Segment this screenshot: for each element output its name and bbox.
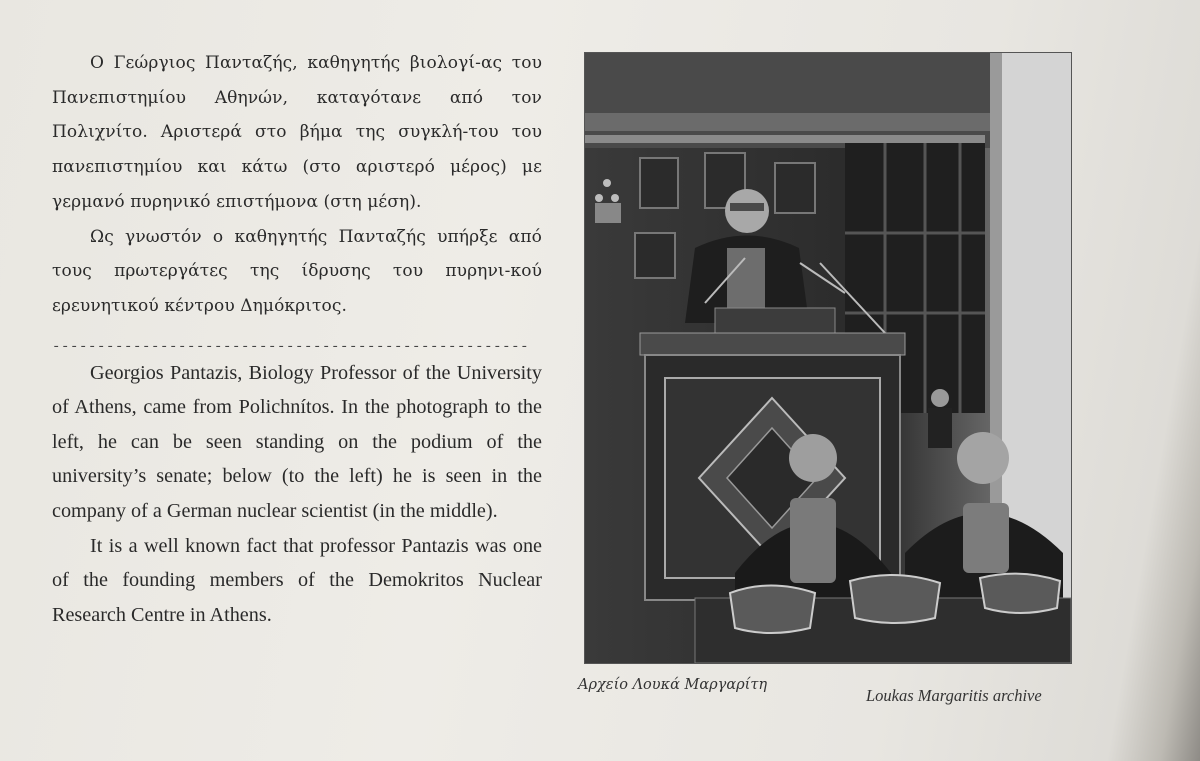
english-photo-caption: Loukas Margaritis archive [866,686,1042,705]
greek-photo-caption: Αρχείο Λουκά Μαργαρίτη [578,677,768,693]
archive-photograph [584,52,1072,664]
text-column [52,46,542,632]
greek-paragraph-1: Ο Γεώργιος Πανταζής, καθηγητής βιολογί-ας του Πανεπιστημίου Αθηνών, καταγότανε από τον Πολιχνίτο. Αριστερά στο βήμα της συγκλή-του του πανεπιστημίου και κάτω (στο αριστερό μέρος) με γερμανό πυρηνικό επιστήμονα (στη μέση). [52,53,542,212]
dashed-divider: ----------------------------------------------------- [52,338,530,355]
english-paragraph-1: Georgios Pantazis, Biology Professor of the University of Athens, came from Polichnítos. In the photograph to the left, he can be seen standing on the podium of the university’s senate; below (to the left) he is seen in the company of a German nuclear scientist (in the middle). [52,361,542,522]
greek-paragraph-2: Ως γνωστόν ο καθηγητής Πανταζής υπήρξε από τους πρωτεργάτες της ίδρυσης του πυρηνι-κού ερευνητικού κέντρου Δημόκριτος. [52,226,542,316]
photograph-illustration [585,53,1071,663]
english-paragraph-2: It is a well known fact that professor Pantazis was one of the founding members of the Demokritos Nuclear Research Centre in Athens. [52,534,542,626]
